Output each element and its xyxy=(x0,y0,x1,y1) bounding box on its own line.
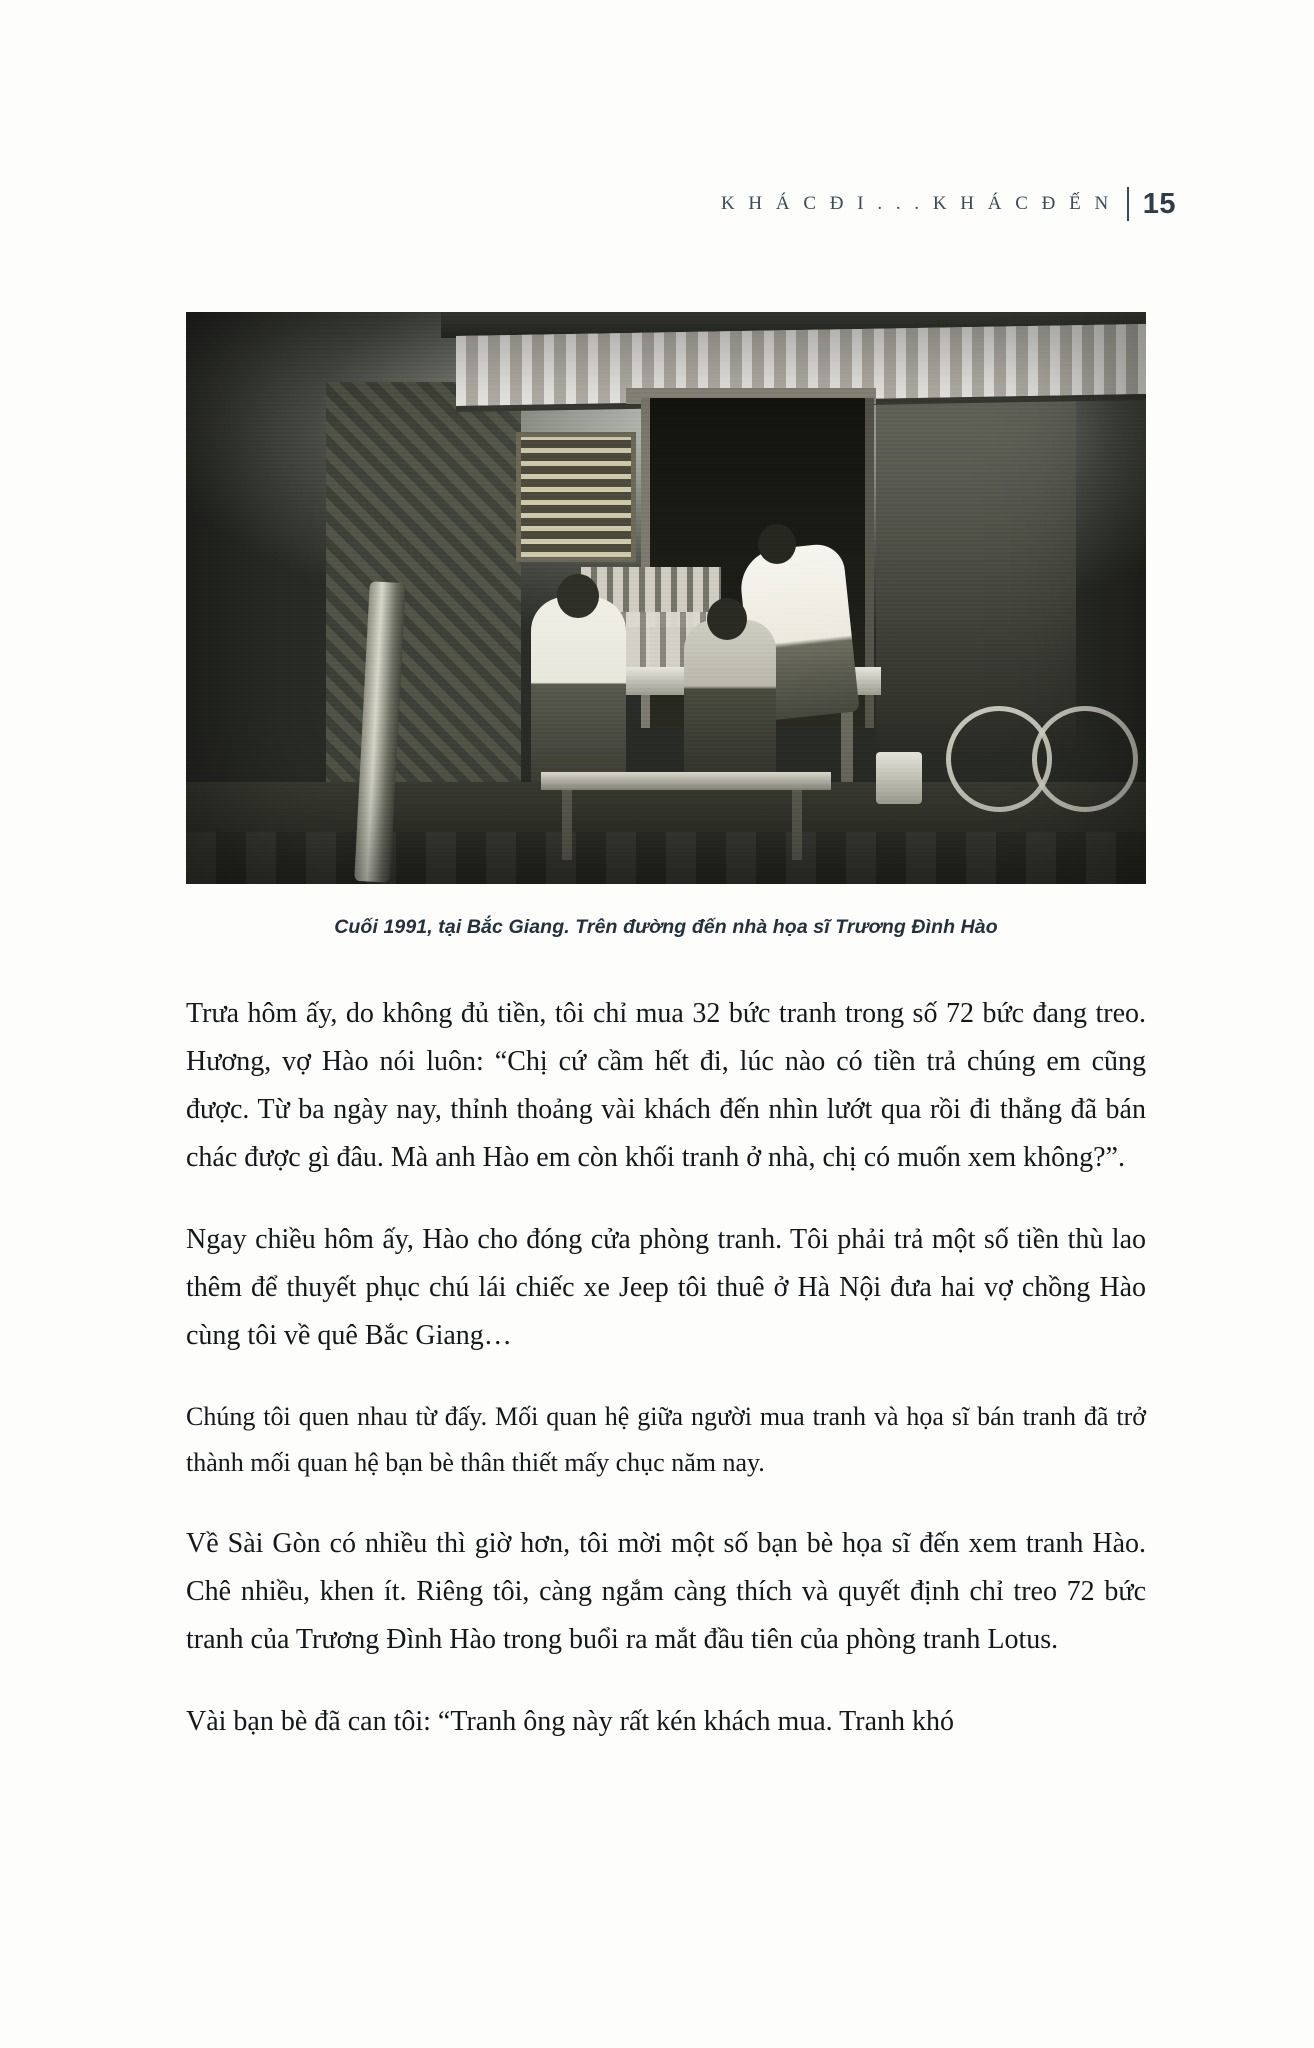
photo-content xyxy=(186,312,1146,884)
body-text xyxy=(186,990,1146,1746)
paragraph: Ngay chiều hôm ấy, Hào cho đóng cửa phòng tranh. Tôi phải trả một số tiền thù lao thêm để thuyết phục chú lái chiếc xe Jeep tôi thuê ở Hà Nội đưa hai vợ chồng Hào cùng tôi về quê Bắc Giang… xyxy=(186,1224,1146,1351)
paragraph: Vài bạn bè đã can tôi: “Tranh ông này rất kén khách mua. Tranh khó xyxy=(186,1706,955,1737)
figure-caption: Cuối 1991, tại Bắc Giang. Trên đường đến nhà họa sĩ Trương Đình Hào xyxy=(334,916,998,938)
page-number: 15 xyxy=(1142,187,1176,220)
header-divider xyxy=(1127,187,1129,221)
paragraph: Chúng tôi quen nhau từ đấy. Mối quan hệ giữa người mua tranh và họa sĩ bán tranh đã trở thành mối quan hệ bạn bè thân thiết mấy chục năm nay. xyxy=(186,1402,1146,1477)
figure-photograph xyxy=(186,312,1146,884)
running-header xyxy=(721,186,1176,222)
paragraph: Trưa hôm ấy, do không đủ tiền, tôi chỉ mua 32 bức tranh trong số 72 bức đang treo. Hương, vợ Hào nói luôn: “Chị cứ cầm hết đi, lúc nào có tiền trả chúng em cũng được. Từ ba ngày nay, thỉnh thoảng vài khách đến nhìn lướt qua rồi đi thẳng đã bán chác được gì đâu. Mà anh Hào em còn khối tranh ở nhà, chị có muốn xem không?”. xyxy=(186,998,1146,1173)
photo-vignette xyxy=(186,312,1146,884)
paragraph: Về Sài Gòn có nhiều thì giờ hơn, tôi mời một số bạn bè họa sĩ đến xem tranh Hào. Chê nhiều, khen ít. Riêng tôi, càng ngắm càng thích và quyết định chỉ treo 72 bức tranh của Trương Đình Hào trong buổi ra mắt đầu tiên của phòng tranh Lotus. xyxy=(186,1528,1146,1655)
running-title: K H Á C Đ I . . . K H Á C Đ Ế N xyxy=(720,193,1113,214)
